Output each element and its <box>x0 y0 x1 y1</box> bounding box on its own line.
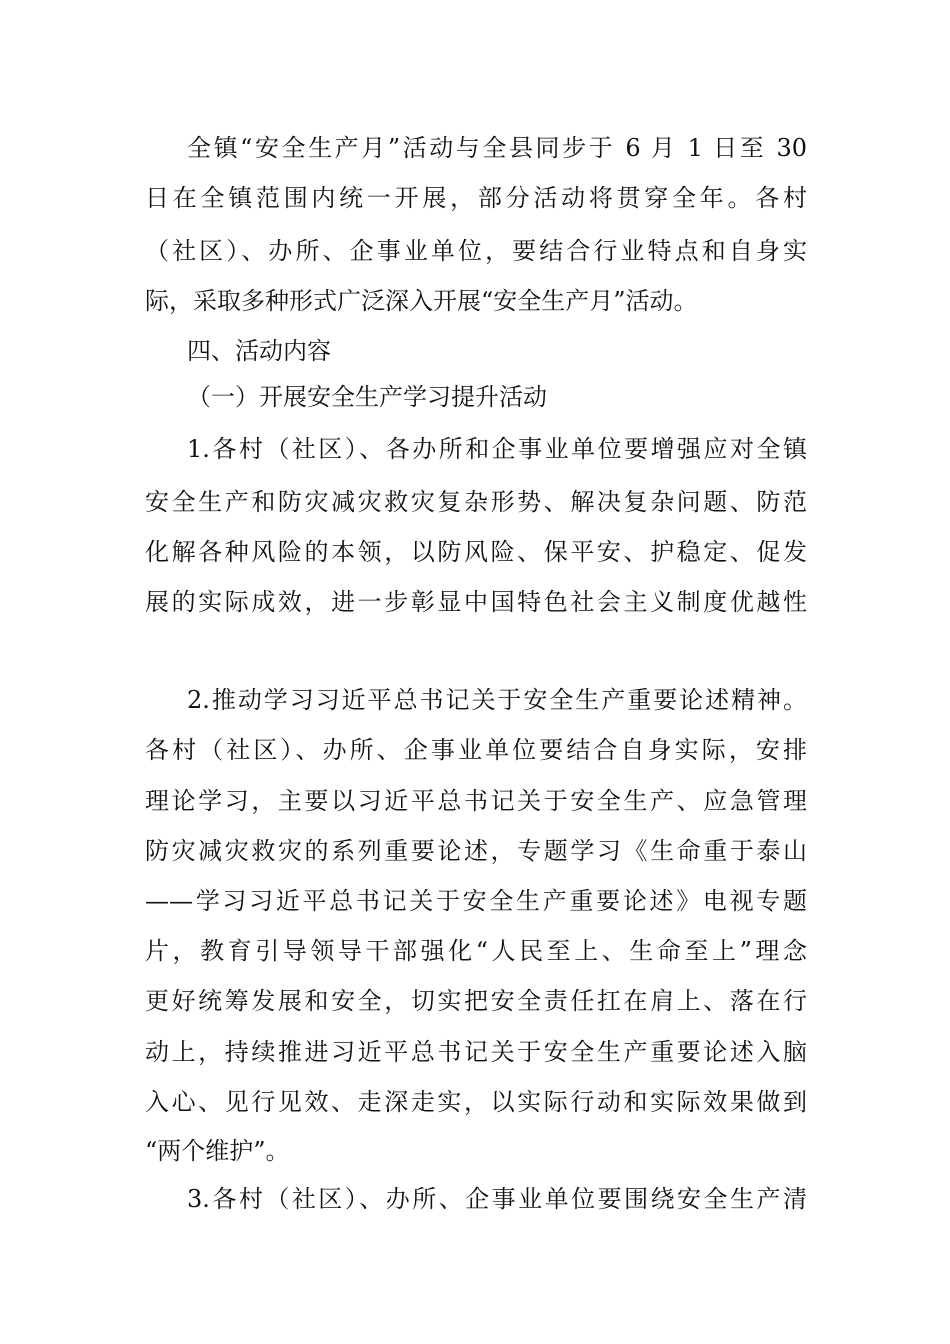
item-2-line: 各村（社区）、办所、企事业单位要结合自身实际，安排 <box>145 736 807 764</box>
section-heading: 四、活动内容 <box>187 337 331 365</box>
item-2-line: 片，教育引导领导干部强化“人民至上、生命至上”理念 <box>145 937 807 965</box>
item-2-line: 更好统筹发展和安全，切实把安全责任扛在肩上、落在行 <box>145 987 807 1015</box>
item-1-line: 1.各村（社区）、各办所和企事业单位要增强应对全镇 <box>187 435 807 463</box>
item-2-line: ——学习习近平总书记关于安全生产重要论述》电视专题 <box>145 887 807 915</box>
item-3-line: 3.各村（社区）、办所、企事业单位要围绕安全生产清 <box>187 1185 807 1213</box>
subsection-heading: （一）开展安全生产学习提升活动 <box>187 383 547 411</box>
paragraph-line: 全镇“安全生产月”活动与全县同步于 6 月 1 日至 30 <box>187 134 807 162</box>
item-1-line: 展的实际成效，进一步彰显中国特色社会主义制度优越性 <box>145 588 807 616</box>
paragraph-line: 际，采取多种形式广泛深入开展“安全生产月”活动。 <box>145 287 698 315</box>
item-2-line: 防灾减灾救灾的系列重要论述，专题学习《生命重于泰山 <box>145 837 807 865</box>
item-1-line: 化解各种风险的本领，以防风险、保平安、护稳定、促发 <box>145 538 807 566</box>
item-2-line: 动上，持续推进习近平总书记关于安全生产重要论述入脑 <box>145 1038 807 1066</box>
paragraph-line: （社区）、办所、企事业单位，要结合行业特点和自身实 <box>145 237 807 265</box>
item-2-line: 2.推动学习习近平总书记关于安全生产重要论述精神。 <box>187 686 807 714</box>
item-2-line: “两个维护”。 <box>145 1137 290 1165</box>
item-2-line: 入心、见行见效、走深走实，以实际行动和实际效果做到 <box>145 1088 807 1116</box>
item-2-line: 理论学习，主要以习近平总书记关于安全生产、应急管理 <box>145 787 807 815</box>
item-1-line: 安全生产和防灾减灾救灾复杂形势、解决复杂问题、防范 <box>145 488 807 516</box>
paragraph-line: 日在全镇范围内统一开展，部分活动将贯穿全年。各村 <box>145 184 807 212</box>
